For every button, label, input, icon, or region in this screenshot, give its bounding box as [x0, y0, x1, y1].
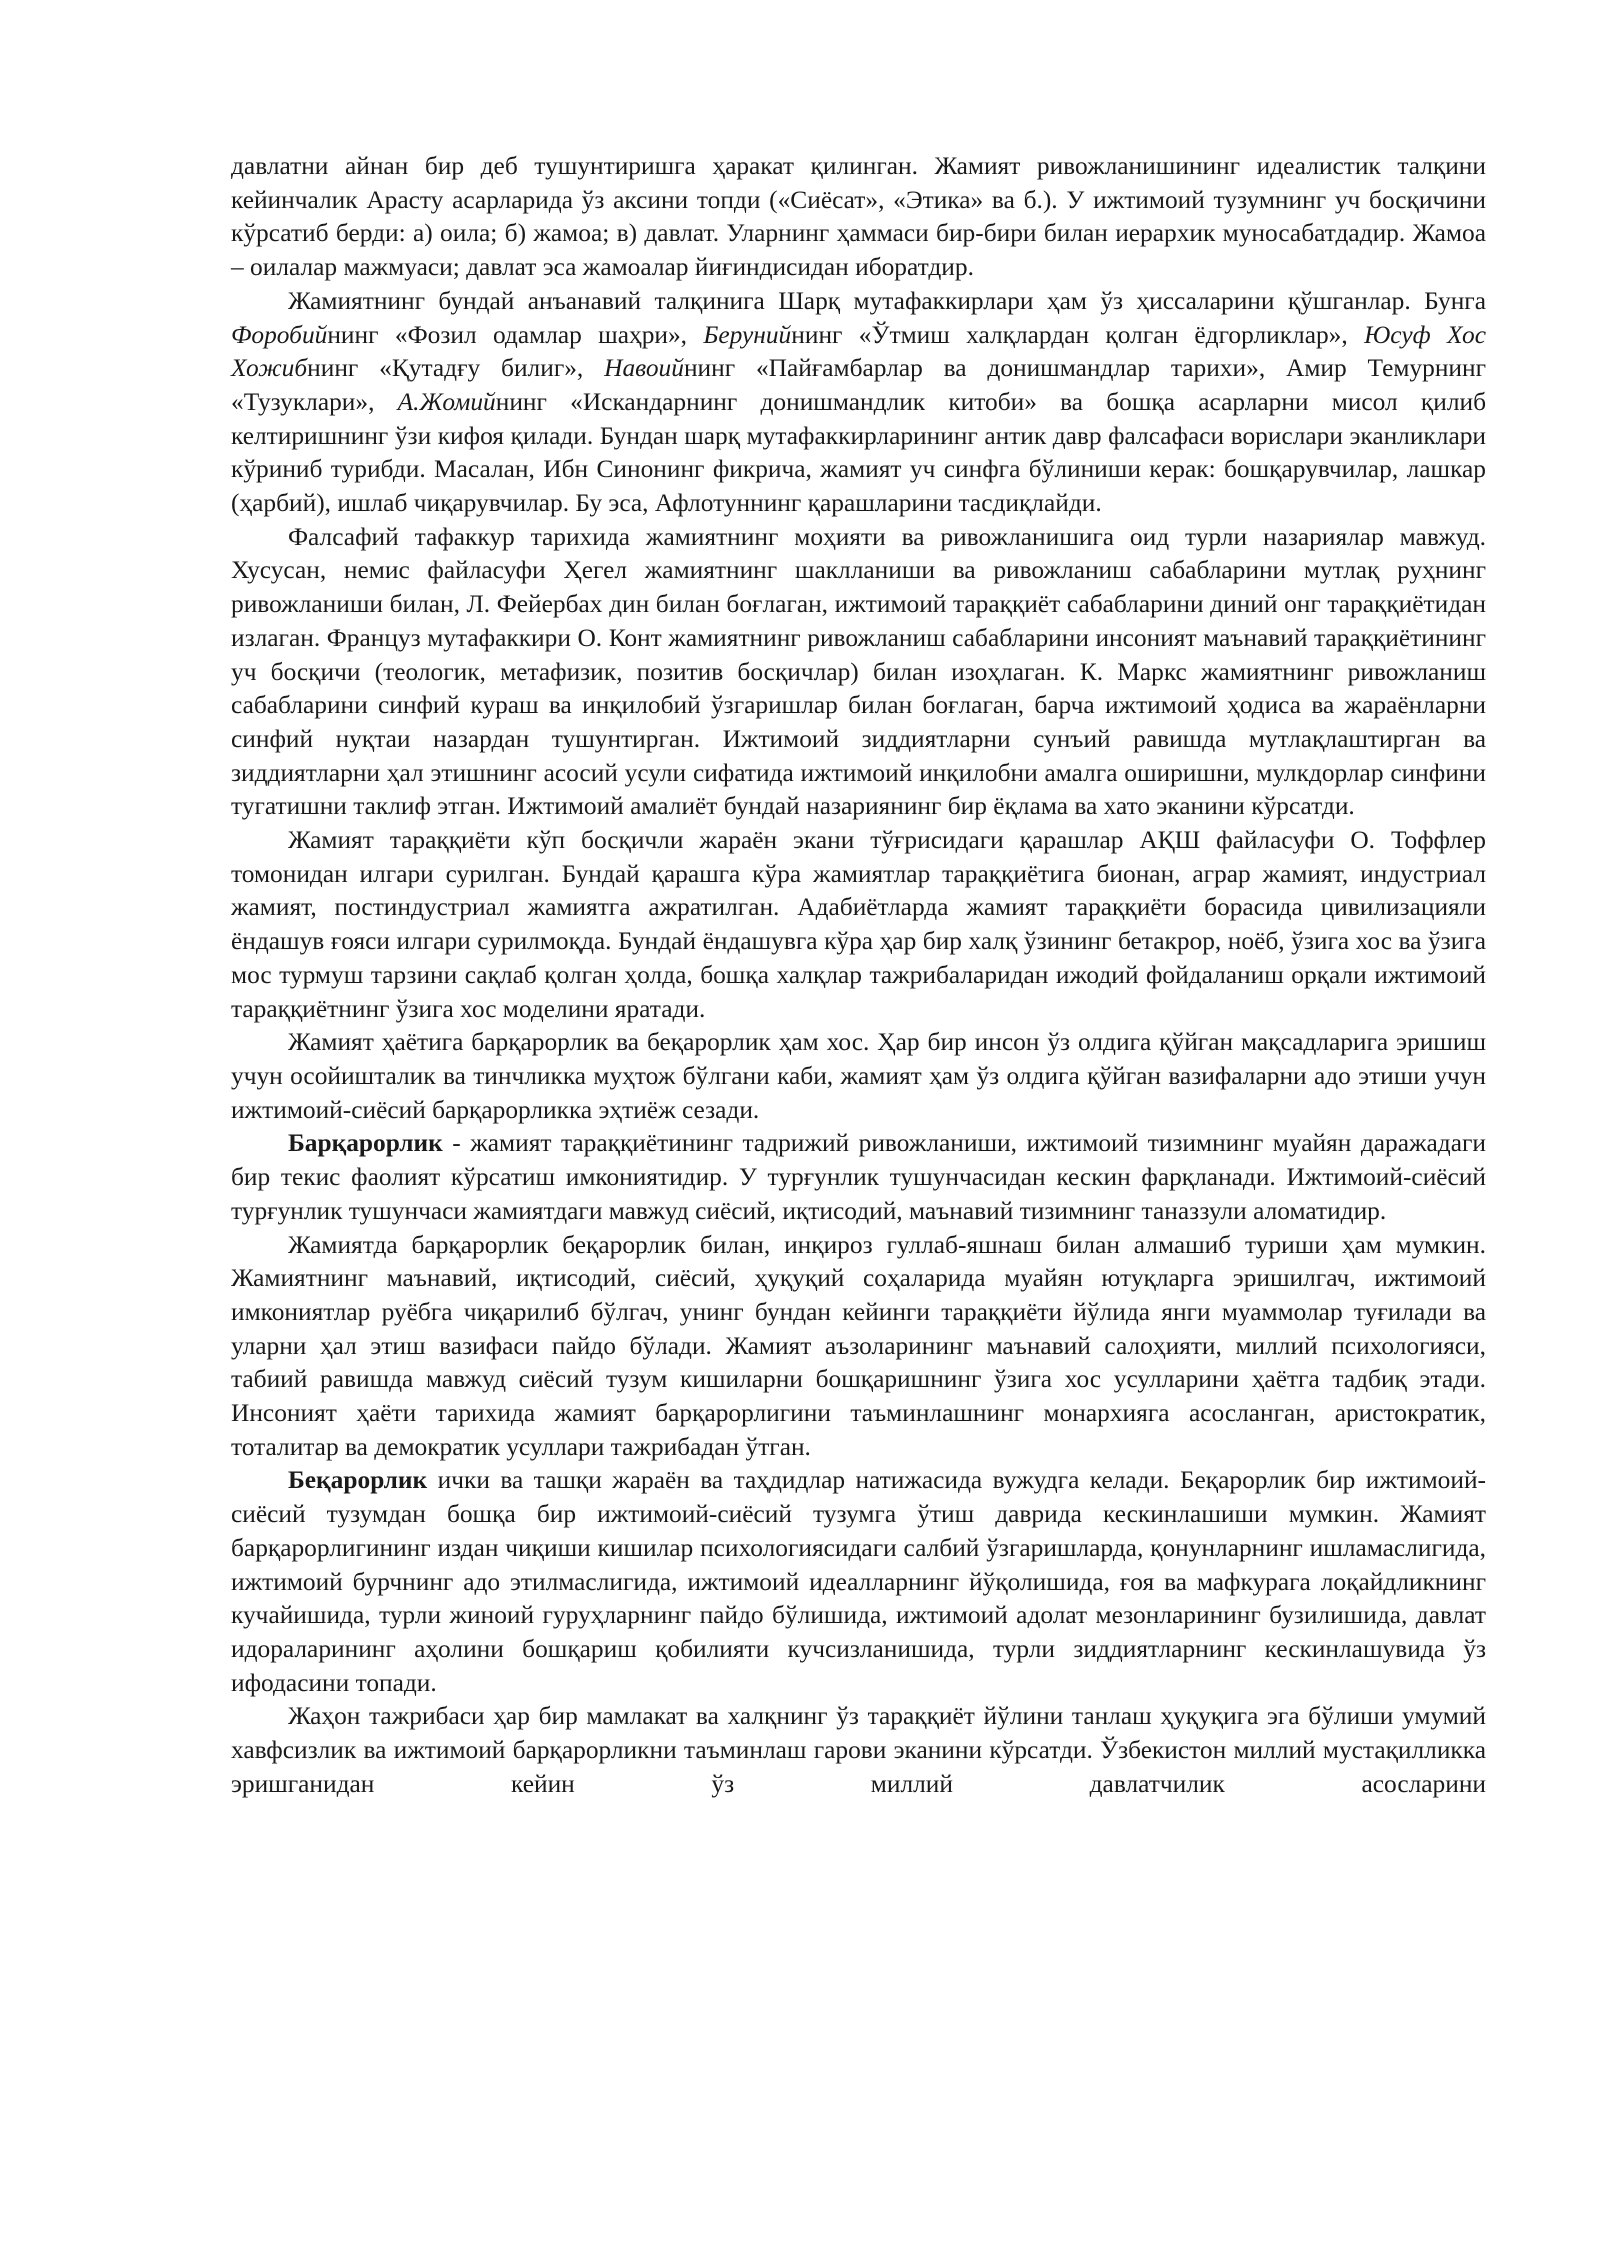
text-run: давлатни айнан бир деб тушунтиришга ҳаракат қилинган. Жамият ривожланишининг идеалистик талқини кейинчалик Арасту асарларида ўз аксини топди («Сиёсат», «Этика» ва б.). У ижтимоий тузумнинг уч босқичини кўрсатиб берди: а) оила; б) жамоа; в) давлат. Уларнинг ҳаммаси бир-бири билан иерархик муносабатдадир. Жамоа – оилалар мажмуаси; давлат эса жамоалар йиғиндисидан иборатдир.: [231, 152, 1486, 282]
text-run: Жамиятда барқарорлик беқарорлик билан, инқироз гуллаб-яшнаш билан алмашиб туриши ҳам мумкин. Жамиятнинг маънавий, иқтисодий, сиёсий, ҳуқуқий соҳаларида муайян ютуқларга эришилгач, ижтимоий имкониятлар руёбга чиқарилиб бўлгач, унинг бундан кейинги тараққиёти йўлида янги муаммолар туғилади ва уларни ҳал этиш вазифаси пайдо бўлади. Жамият аъзоларининг маънавий салоҳияти, миллий психологияси, табиий равишда мавжуд сиёсий тузум кишиларни бошқаришнинг ўзига хос усулларини ҳаётга тадбиқ этади. Инсоният ҳаёти тарихида жамият барқарорлигини таъминлашнинг монархияга асосланган, аристократик, тоталитар ва демократик усуллари тажрибадан ўтган.: [231, 1230, 1486, 1461]
document-body: [231, 150, 1486, 1801]
text-run: нинг «Пайғамбарлар ва донишмандлар тарихи», Амир Темурнинг «Тузуклари»,: [231, 354, 1486, 416]
paragraph-5: [231, 1026, 1486, 1127]
paragraph-6: [231, 1127, 1486, 1228]
paragraph-9: [231, 1700, 1486, 1801]
paragraph-8: [231, 1464, 1486, 1700]
paragraph-3: [231, 521, 1486, 824]
term-stability: Барқарорлик: [288, 1129, 443, 1158]
term-instability: Беқарорлик: [288, 1466, 428, 1495]
author-name: Юсуф Хос Хожиб: [231, 320, 1487, 383]
author-name: Форобий: [231, 320, 328, 349]
text-run: Жамият тараққиёти кўп босқичли жараён экани тўғрисидаги қарашлар АҚШ файласуфи О. Тоффлер томонидан илгари сурилган. Бундай қарашга кўра жамиятлар тараққиётига бионан, аграр жамият, индустриал жамият, постиндустриал жамиятга ажратилган. Адабиётларда жамият тараққиёти борасида цивилизацияли ёндашув ғояси илгари сурилмоқда. Бундай ёндашувга кўра ҳар бир халқ ўзининг бетакрор, ноёб, ўзига хос ва ўзига мос турмуш тарзини сақлаб қолган ҳолда, бошқа халқлар тажрибаларидан ижодий фойдаланиш орқали ижтимоий тараққиётнинг ўзига хос моделини яратади.: [231, 826, 1486, 1023]
text-run: Фалсафий тафаккур тарихида жамиятнинг моҳияти ва ривожланишига оид турли назариялар мавжуд. Хусусан, немис файласуфи Ҳегел жамиятнинг шаклланиши ва ривожланиш сабабларини мутлақ руҳнинг ривожланиши билан, Л. Фейербах дин билан боғлаган, ижтимоий тараққиёт сабабларини диний онг тараққиётидан излаган. Француз мутафаккири О. Конт жамиятнинг ривожланиш сабабларини инсоният маънавий тараққиётининг уч босқичи (теологик, метафизик, позитив босқичлар) билан изоҳлаган. К. Маркс жамиятнинг ривожланиш сабабларини синфий кураш ва инқилобий ўзгаришлар билан боғлаган, барча ижтимоий ҳодиса ва жараёнларни синфий нуқтаи назардан тушунтирган. Ижтимоий зиддиятларни сунъий равишда мутлақлаштирган ва зиддиятларни ҳал этишнинг асосий усули сифатида ижтимоий инқилобни амалга оширишни, мулкдорлар синфини тугатишни таклиф этган. Ижтимоий амалиёт бундай назариянинг бир ёқлама ва хато эканини кўрсатди.: [231, 522, 1486, 821]
author-name: А.Жомий: [397, 387, 496, 416]
author-name: Беруний: [703, 320, 792, 349]
paragraph-2: [231, 285, 1486, 521]
text-run: Жамиятнинг бундай анъанавий талқинига Шарқ мутафаккирлари ҳам ўз ҳиссаларини қўшганлар. Бунга: [288, 286, 1486, 315]
paragraph-7: [231, 1229, 1486, 1465]
text-run: нинг «Ўтмиш халқлардан қолган ёдгорликлар»,: [791, 320, 1365, 349]
text-run: - жамият тараққиётининг тадрижий ривожланиши, ижтимоий тизимнинг муайян даражадаги бир текис фаолият кўрсатиш имкониятидир. У турғунлик тушунчасидан кескин фарқланади. Ижтимоий-сиёсий турғунлик тушунчаси жамиятдаги мавжуд сиёсий, иқтисодий, маънавий тизимнинг таназзули аломатидир.: [231, 1129, 1486, 1225]
text-run: нинг «Қутадғу билиг»,: [307, 354, 605, 383]
text-run: ички ва ташқи жараён ва таҳдидлар натижасида вужудга келади. Беқарорлик бир ижтимоий-сиёсий тузумдан бошқа бир ижтимоий-сиёсий тузумга ўтиш даврида кескинлашиши мумкин. Жамият барқарорлигининг издан чиқиши кишилар психологиясидаги салбий ўзгаришларда, қонунларнинг ишламаслигида, ижтимоий бурчнинг адо этилмаслигида, ижтимоий идеалларнинг йўқолишида, ғоя ва мафкурага лоқайдликнинг кучайишида, турли жиноий гуруҳларнинг пайдо бўлишида, ижтимоий адолат мезонларининг бузилишида, давлат идораларининг аҳолини бошқариш қобилияти кучсизланишида, турли зиддиятларнинг кескинлашувида ўз ифодасини топади.: [231, 1466, 1486, 1697]
author-name: Навоий: [604, 354, 684, 383]
text-run: Жаҳон тажрибаси ҳар бир мамлакат ва халқнинг ўз тараққиёт йўлини танлаш ҳуқуқига эга бўлиши умумий хавфсизлик ва ижтимоий барқарорликни таъминлаш гарови эканини кўрсатди. Ўзбекистон миллий мустақилликка эришганидан кейин ўз миллий давлатчилик асосларини: [231, 1702, 1486, 1798]
text-run: нинг «Искандарнинг донишмандлик китоби» ва бошқа асарларни мисол қилиб келтиришнинг ўзи кифоя қилади. Бундан шарқ мутафаккирларининг антик давр фалсафаси ворислари эканликлари кўриниб турибди. Масалан, Ибн Синонинг фикрича, жамият уч синфга бўлиниши керак: бошқарувчилар, лашкар (ҳарбий), ишлаб чиқарувчилар. Бу эса, Афлотуннинг қарашларини тасдиқлайди.: [231, 387, 1486, 518]
text-run: нинг «Фозил одамлар шаҳри»,: [327, 320, 704, 349]
text-run: Жамият ҳаётига барқарорлик ва беқарорлик ҳам хос. Ҳар бир инсон ўз олдига қўйган мақсадларига эришиш учун осойишталик ва тинчликка муҳтож бўлгани каби, жамият ҳам ўз олдига қўйган вазифаларни адо этиши учун ижтимоий-сиёсий барқарорликка эҳтиёж сезади.: [231, 1028, 1486, 1124]
paragraph-4: [231, 824, 1486, 1026]
paragraph-1: [231, 150, 1486, 285]
